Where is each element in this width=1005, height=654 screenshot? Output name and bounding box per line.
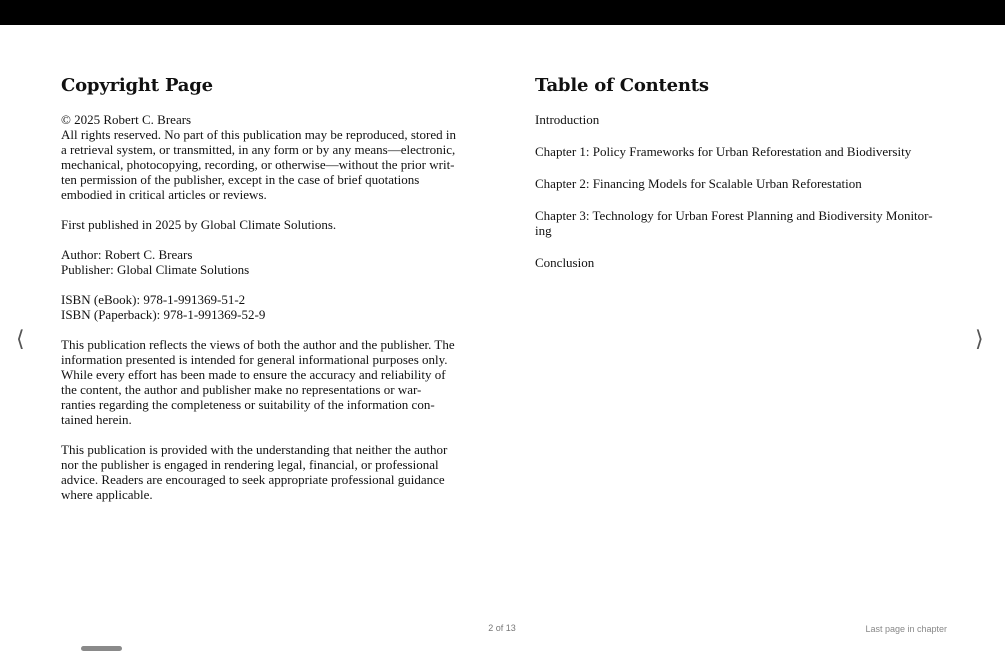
text-line: ISBN (eBook): 978-1-991369-51-2 [61,292,246,307]
table-of-contents [535,74,945,287]
text-line: where applicable. [61,487,153,502]
text-line: While every effort has been made to ensure the accuracy and reliability of [61,367,446,382]
text-line: ranties regarding the completeness or suitability of the information con- [61,397,435,412]
text-line: © 2025 Robert C. Brears [61,112,192,127]
copyright-paragraph [61,112,471,202]
text-line: ten permission of the publisher, except in the case of brief quotations [61,172,420,187]
toc-item-chapter-2[interactable] [535,176,945,191]
toc-item-label: ing [535,223,552,238]
toc-item-label: Chapter 3: Technology for Urban Forest Planning and Biodiversity Monitor- [535,208,933,223]
text-line: ISBN (Paperback): 978-1-991369-52-9 [61,307,266,322]
page-counter: 2 of 13 [488,623,516,633]
toc-item-label: Chapter 2: Financing Models for Scalable Urban Reforestation [535,176,862,191]
isbn-paragraph [61,292,471,322]
text-line: a retrieval system, or transmitted, in any form or by any means—electronic, [61,142,456,157]
text-line: This publication reflects the views of both the author and the publisher. The [61,337,455,352]
text-line: embodied in critical articles or reviews. [61,187,267,202]
toc-item-label: Conclusion [535,255,595,270]
text-line: All rights reserved. No part of this publication may be reproduced, stored in [61,127,456,142]
publication-paragraph [61,217,471,232]
previous-page-icon[interactable]: ⟨ [16,327,25,352]
page-scrubber-handle[interactable] [81,646,122,651]
top-bar [0,0,1005,25]
advice-paragraph [61,442,471,502]
toc-title: Table of Contents [535,75,709,96]
chapter-status: Last page in chapter [865,624,947,634]
author-publisher-paragraph [61,247,471,277]
toc-item-conclusion[interactable] [535,255,945,270]
text-line: mechanical, photocopying, recording, or otherwise—without the prior writ- [61,157,455,172]
toc-item-label: Introduction [535,112,600,127]
toc-item-label: Chapter 1: Policy Frameworks for Urban Reforestation and Biodiversity [535,144,912,159]
toc-item-chapter-3[interactable] [535,208,945,238]
text-line: First published in 2025 by Global Climate Solutions. [61,217,337,232]
text-line: This publication is provided with the understanding that neither the author [61,442,448,457]
text-line: nor the publisher is engaged in rendering legal, financial, or professional [61,457,439,472]
disclaimer-paragraph [61,337,471,427]
copyright-title: Copyright Page [61,75,213,96]
toc-item-chapter-1[interactable] [535,144,945,159]
text-line: Publisher: Global Climate Solutions [61,262,250,277]
text-line: advice. Readers are encouraged to seek appropriate professional guidance [61,472,445,487]
next-page-icon[interactable]: ⟩ [975,327,984,352]
text-line: the content, the author and publisher make no representations or war- [61,382,422,397]
text-line: Author: Robert C. Brears [61,247,193,262]
copyright-page [61,74,471,517]
text-line: information presented is intended for general informational purposes only. [61,352,448,367]
text-line: tained herein. [61,412,132,427]
toc-item-introduction[interactable] [535,112,945,127]
